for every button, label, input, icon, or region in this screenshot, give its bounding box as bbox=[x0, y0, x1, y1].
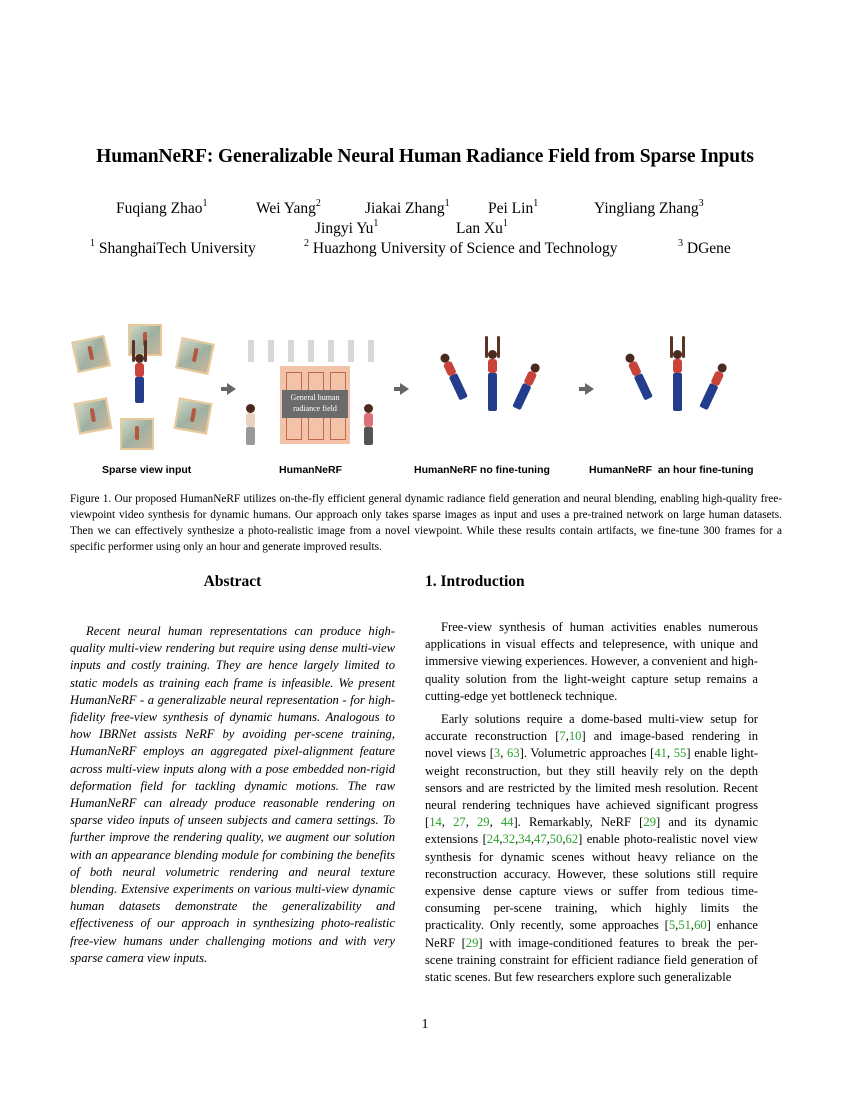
citation-link[interactable]: 29 bbox=[643, 815, 656, 830]
author: Pei Lin$^1$ bbox=[488, 198, 539, 217]
sparse-view-input-image bbox=[70, 320, 215, 460]
citation-link[interactable]: 14 bbox=[429, 815, 442, 830]
text-segment: ]. Volumetric approaches [ bbox=[519, 746, 655, 761]
text-segment: ] and its dynamic extensions [ bbox=[425, 815, 759, 847]
citation-link[interactable]: 7 bbox=[559, 729, 566, 744]
citation-link[interactable]: 63 bbox=[507, 746, 520, 761]
text-segment: , bbox=[562, 832, 566, 847]
text-segment: ] with image-conditioned features to break the per-scene training constraint for efficient radiance field generation of static scenes. But few researchers explore such generalizable bbox=[425, 935, 758, 985]
figure-1 bbox=[70, 320, 780, 480]
figure-panel-label: HumanNeRF an hour fine-tuning bbox=[589, 464, 754, 476]
view-thumbnail bbox=[71, 335, 111, 373]
no-finetuning-result-image bbox=[415, 330, 575, 460]
view-thumbnail bbox=[175, 337, 215, 375]
text-segment: , bbox=[500, 746, 508, 761]
figure-caption: Figure 1. Our proposed HumanNeRF utilizes on-the-fly efficient general dynamic radiance field generation and neural blending, enabling high-quality free-viewpoint video synthesis for dynamic humans. Our approach only takes sparse images as input and uses a pre-trained network on large human datasets. Then we can effectively synthesize a photo-realistic image from a novel viewpoint. While these results contain artifacts, we fine-tune 300 frames for a specific performer using only an hour and generate improved results. bbox=[70, 493, 782, 553]
finetuned-result-image bbox=[600, 330, 770, 460]
introduction-heading: 1. Introduction bbox=[425, 573, 525, 590]
text-segment: ] enable light-weight reconstruction, but they still heavily rely on the depth sensors and are restricted by the limited mesh resolution. Recent neural rendering techniques have achieved significant progress [ bbox=[425, 746, 759, 830]
author: Lan Xu$^1$ bbox=[456, 218, 508, 237]
paper-title: HumanNeRF: Generalizable Neural Human Radiance Field from Sparse Inputs bbox=[96, 146, 754, 167]
text-segment: , bbox=[546, 832, 550, 847]
citation-link[interactable]: 29 bbox=[465, 935, 479, 950]
text-segment: , bbox=[690, 918, 695, 933]
citation-link[interactable]: 62 bbox=[565, 832, 579, 847]
citation-link[interactable]: 29 bbox=[476, 815, 490, 830]
text-segment: , bbox=[489, 815, 501, 830]
text-segment: , bbox=[465, 815, 477, 830]
text-segment: , bbox=[530, 832, 535, 847]
author: Yingliang Zhang$^3$ bbox=[594, 198, 704, 217]
citation-link[interactable]: 5 bbox=[668, 918, 676, 933]
citation-link[interactable]: 47 bbox=[534, 832, 547, 847]
citation-link[interactable]: 32 bbox=[502, 832, 516, 847]
text-segment: , bbox=[675, 918, 679, 933]
text-segment: ] enable photo-realistic novel view synthesis for dynamic scenes without heavy reliance on the reconstruction accuracy. However, these solutions still require expensive dense capture views or suffer from tedious time-consuming per-scene training, which highly limits the practicality. Only recently, some approaches [ bbox=[425, 832, 758, 933]
text-segment: ]. Remarkably, NeRF [ bbox=[513, 815, 644, 830]
intro-paragraph: Free-view synthesis of human activities enables numerous applications in visual effects and telepresence, with unique and immersive viewing experiences. However, a convenient and high-quality solution from the light-weight capture setup remains a cutting-edge yet bottleneck technique. bbox=[425, 620, 758, 703]
view-thumbnail bbox=[173, 397, 212, 434]
text-segment: , bbox=[499, 832, 503, 847]
text-segment: , bbox=[565, 729, 569, 744]
abstract-column bbox=[70, 573, 395, 967]
box-label: General human bbox=[290, 393, 340, 402]
author: Fuqiang Zhao$^1$ bbox=[116, 198, 208, 217]
abstract-heading: Abstract bbox=[203, 573, 262, 590]
page-number: 1 bbox=[421, 1017, 429, 1032]
citation-link[interactable]: 34 bbox=[518, 832, 531, 847]
text-segment: , bbox=[515, 832, 519, 847]
arrow-icon bbox=[400, 383, 409, 395]
text-segment: , bbox=[666, 746, 674, 761]
citation-link[interactable]: 41 bbox=[654, 746, 667, 761]
text-segment: , bbox=[441, 815, 454, 830]
figure-panel-label: HumanNeRF bbox=[279, 464, 343, 476]
citation-link[interactable]: 55 bbox=[673, 746, 687, 761]
affiliation: $^1$ ShanghaiTech University bbox=[90, 238, 256, 257]
figure-panel-label: Sparse view input bbox=[102, 464, 192, 476]
author: Jingyi Yu$^1$ bbox=[315, 218, 379, 237]
text-segment: ] and image-based rendering in novel views [ bbox=[425, 729, 758, 761]
abstract-text: Recent neural human representations can produce high-quality multi-view rendering but require using dense multi-view inputs and costly training. They are hence largely limited to static models as training each frame is infeasible. We present HumanNeRF - a generalizable neural representation - for high-fidelity free-view synthesis of dynamic humans. Analogous to how IBRNet assists NeRF by avoiding per-scene training, HumanNeRF employs an aggregated pixel-alignment feature across multi-view inputs along with a pose embedded non-rigid deformation field for tackling dynamic motions. The raw HumanNeRF can already produce reasonable rendering on sparse video inputs of unseen subjects and camera settings. To further improve the rendering quality, we augment our solution with an appearance blending module for combining the benefits of both neural volumetric rendering and neural texture blending. Extensive experiments on various multi-view dynamic human datasets demonstrate the generalizability and effectiveness of our approach in synthesizing photo-realistic free-view humans under challenging motions and with very sparse camera view inputs. bbox=[70, 624, 395, 965]
affiliation: $^2$ Huazhong University of Science and Technology bbox=[304, 238, 618, 257]
author: Jiakai Zhang$^1$ bbox=[365, 198, 450, 217]
view-thumbnail bbox=[120, 418, 154, 450]
affiliation: $^3$ DGene bbox=[678, 238, 731, 257]
citation-link[interactable]: 50 bbox=[549, 832, 563, 847]
citation-link[interactable]: 27 bbox=[453, 815, 466, 830]
text-segment: Early solutions require a dome-based multi-view setup for accurate reconstruction [ bbox=[425, 712, 758, 744]
citation-link[interactable]: 3 bbox=[493, 746, 501, 761]
box-label: radiance field bbox=[293, 404, 337, 413]
humannerf-diagram bbox=[242, 338, 387, 458]
arrow-icon bbox=[585, 383, 594, 395]
view-thumbnail bbox=[73, 397, 112, 434]
citation-link[interactable]: 60 bbox=[694, 918, 707, 933]
author: Wei Yang$^2$ bbox=[256, 198, 321, 217]
citation-link[interactable]: 44 bbox=[500, 815, 514, 830]
text-segment: ] enhance NeRF [ bbox=[425, 918, 758, 950]
introduction-column bbox=[425, 573, 758, 986]
citation-link[interactable]: 24 bbox=[486, 832, 500, 847]
intro-paragraph bbox=[425, 711, 758, 986]
citation-link[interactable]: 10 bbox=[568, 729, 582, 744]
arrow-icon bbox=[227, 383, 236, 395]
citation-link[interactable]: 51 bbox=[678, 918, 691, 933]
radiance-field-box bbox=[282, 390, 348, 418]
figure-panel-label: HumanNeRF no fine-tuning bbox=[414, 464, 550, 476]
